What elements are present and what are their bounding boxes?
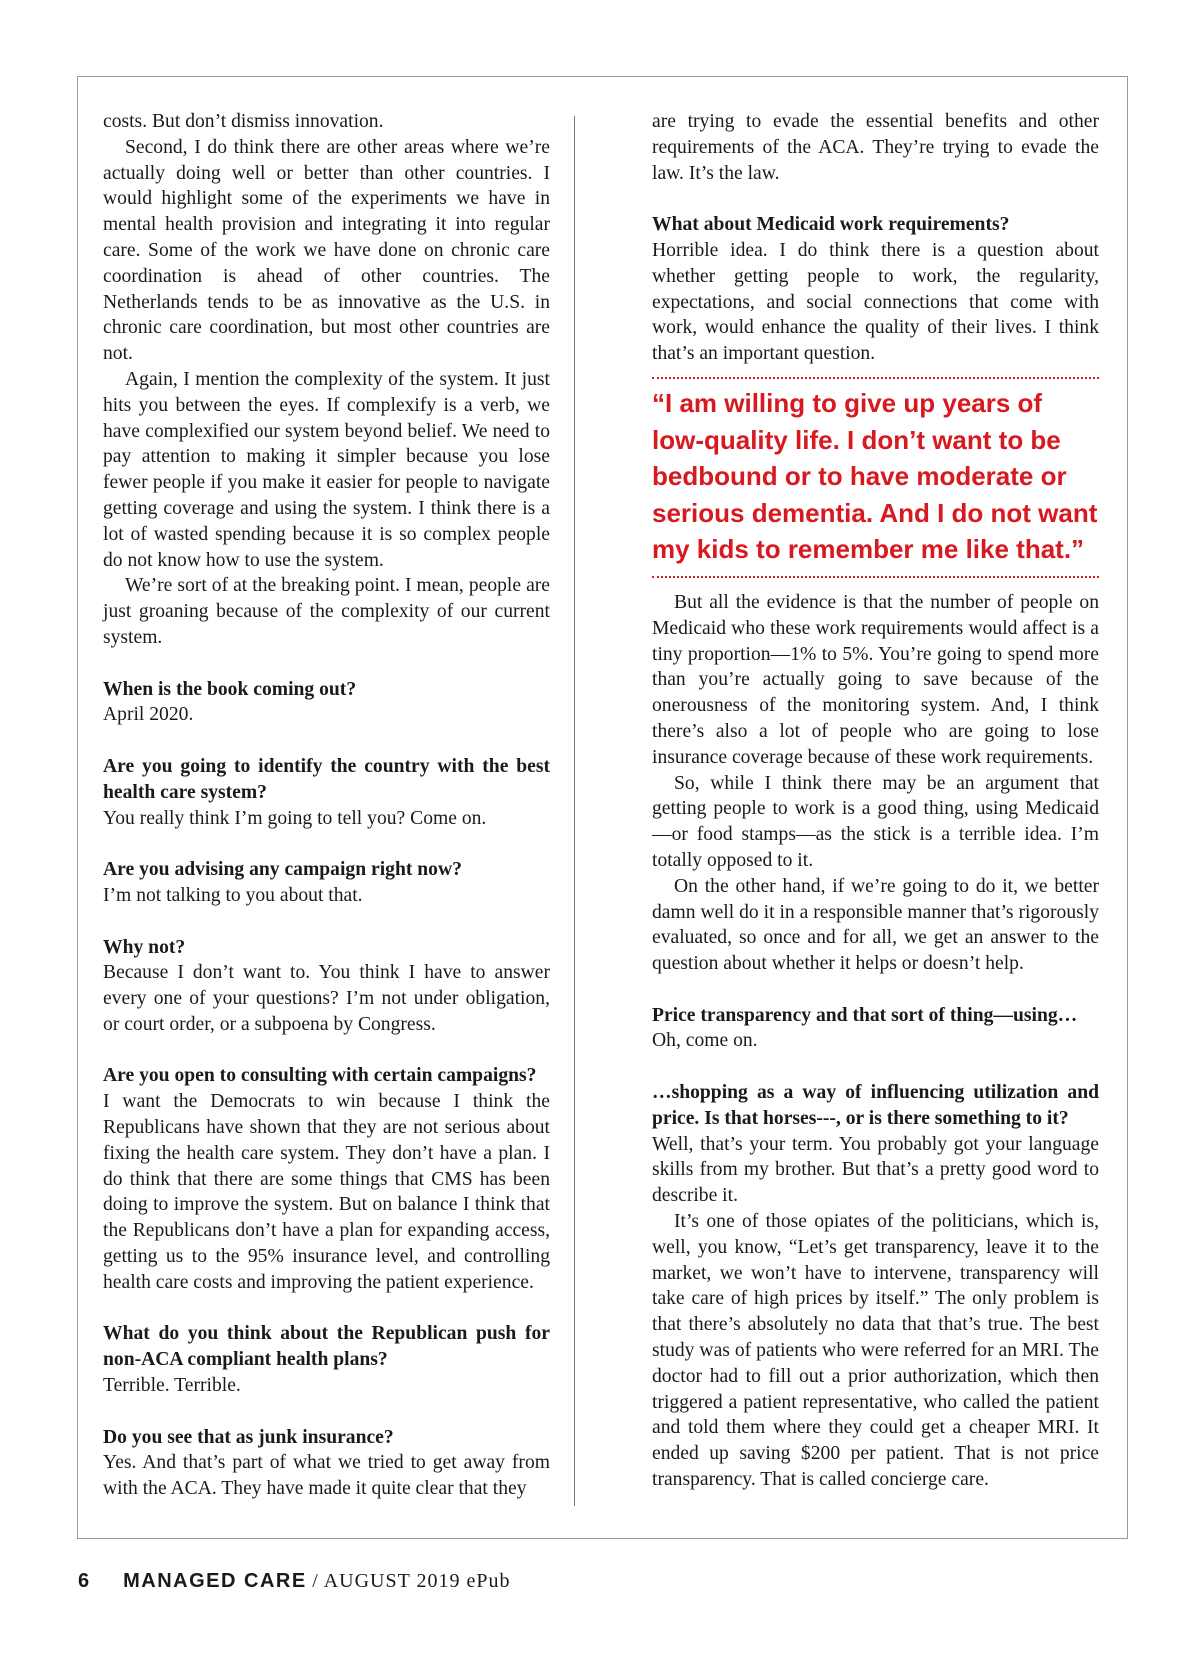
- paragraph-spacer: [103, 909, 550, 935]
- paragraph: So, while I think there may be an argument that getting people to work is a good thing, using Medicaid—or food stamps—as the stick is a terrible idea. I’m totally opposed to it.: [652, 772, 1099, 871]
- page-footer: [78, 1570, 510, 1593]
- right-column-top: [652, 109, 1099, 367]
- paragraph: I’m not talking to you about that.: [103, 884, 363, 906]
- paragraph: Horrible idea. I do think there is a question about whether getting people to work, the regularity, expectations, and social connections that come with work, would enhance the quality of their lives. I think that’s an important question.: [652, 239, 1099, 365]
- interview-question: Price transparency and that sort of thing—using…: [652, 1004, 1078, 1026]
- interview-question: Are you open to consulting with certain campaigns?: [103, 1065, 537, 1087]
- paragraph-spacer: [103, 831, 550, 857]
- paragraph-spacer: [103, 1038, 550, 1064]
- paragraph-spacer: [652, 186, 1099, 212]
- interview-question: Are you advising any campaign right now?: [103, 859, 462, 881]
- left-column: [103, 109, 550, 1502]
- right-column-bottom: [652, 590, 1099, 1493]
- paragraph: Well, that’s your term. You probably got your language skills from my brother. But that’s a pretty good word to describe it.: [652, 1133, 1099, 1207]
- publication-name: MANAGED CARE: [123, 1570, 307, 1592]
- page-number: 6: [78, 1570, 90, 1592]
- interview-question: When is the book coming out?: [103, 678, 357, 700]
- paragraph: You really think I’m going to tell you? Come on.: [103, 807, 487, 829]
- paragraph: are trying to evade the essential benefits and other requirements of the ACA. They’re trying to evade the law. It’s the law.: [652, 111, 1099, 184]
- issue-label: / AUGUST 2019 ePub: [312, 1570, 511, 1592]
- column-divider: [574, 116, 575, 1506]
- interview-question: What about Medicaid work requirements?: [652, 214, 1010, 236]
- paragraph: Again, I mention the complexity of the system. It just hits you between the eyes. If complexify is a verb, we have complexified our system beyond belief. We need to pay attention to making it simpler because you lose fewer people if you make it easier for people to navigate getting coverage and using the system. I think there is a lot of wasted spending because it is so complex people do not know how to use the system.: [103, 368, 550, 571]
- paragraph-spacer: [103, 1399, 550, 1425]
- paragraph-spacer: [103, 728, 550, 754]
- interview-question: …shopping as a way of influencing utilization and price. Is that horses---, or is there something to it?: [652, 1082, 1099, 1129]
- interview-question: Do you see that as junk insurance?: [103, 1426, 394, 1448]
- paragraph: Yes. And that’s part of what we tried to get away from with the ACA. They have made it quite clear that they: [103, 1452, 550, 1500]
- paragraph: Terrible. Terrible.: [103, 1375, 241, 1397]
- paragraph: It’s one of those opiates of the politicians, which is, well, you know, “Let’s get transparency, leave it to the market, we won’t have to intervene, transparency will take care of high prices by itself.” The only problem is that there’s absolutely no data that that’s true. The best study was of patients who were referred for an MRI. The doctor had to fill out a prior authorization, which then triggered a patient representative, who called the patient and told them where they could get a cheaper MRI. It ended up saving $200 per patient. That is not price transparency. That is called concierge care.: [652, 1211, 1099, 1491]
- paragraph-spacer: [103, 1296, 550, 1322]
- interview-question: Why not?: [103, 936, 186, 958]
- pull-quote: “I am willing to give up years of low-quality life. I don’t want to be bedbound or to have moderate or serious dementia. And I do not want my kids to remember me like that.”: [652, 377, 1099, 578]
- paragraph-spacer: [103, 651, 550, 677]
- paragraph: I want the Democrats to win because I think the Republicans have shown that they are not serious about fixing the health care system. They don’t have a plan. I do think that there are some things that CMS has been doing to improve the system. But on balance I think that the Republicans don’t have a plan for expanding access, getting us to the 95% insurance level, and controlling health care costs and improving the patient experience.: [103, 1091, 550, 1293]
- interview-question: What do you think about the Republican push for non-ACA compliant health plans?: [103, 1323, 550, 1371]
- paragraph: April 2020.: [103, 704, 194, 726]
- paragraph: We’re sort of at the breaking point. I mean, people are just groaning because of the complexity of our current system.: [103, 575, 550, 648]
- interview-question: Are you going to identify the country with the best health care system?: [103, 755, 550, 803]
- paragraph: But all the evidence is that the number of people on Medicaid who these work requirements would affect is a tiny proportion—1% to 5%. You’re going to spend more than you’re actually going to save because of the onerousness of the monitoring system. And, I think there’s also a lot of people who are going to lose insurance coverage because of these work requirements.: [652, 591, 1099, 768]
- paragraph: On the other hand, if we’re going to do it, we better damn well do it in a responsible manner that’s rigorously evaluated, so once and for all, we get an answer to the question about whether it helps or doesn’t help.: [652, 875, 1099, 975]
- paragraph: costs. But don’t dismiss innovation.: [103, 111, 384, 132]
- right-column: [652, 109, 1099, 1493]
- paragraph-spacer: [652, 1054, 1099, 1080]
- paragraph: Oh, come on.: [652, 1030, 758, 1052]
- paragraph-spacer: [652, 977, 1099, 1003]
- paragraph: Second, I do think there are other areas where we’re actually doing well or better than other countries. I would highlight some of the experiments we have in mental health provision and integrating it into regular care. Some of the work we have done on chronic care coordination is ahead of other countries. The Netherlands tends to be as innovative as the U.S. in chronic care coordination, but most other countries are not.: [103, 136, 550, 365]
- paragraph: Because I don’t want to. You think I have to answer every one of your questions? I’m not under obligation, or court order, or a subpoena by Congress.: [103, 962, 550, 1035]
